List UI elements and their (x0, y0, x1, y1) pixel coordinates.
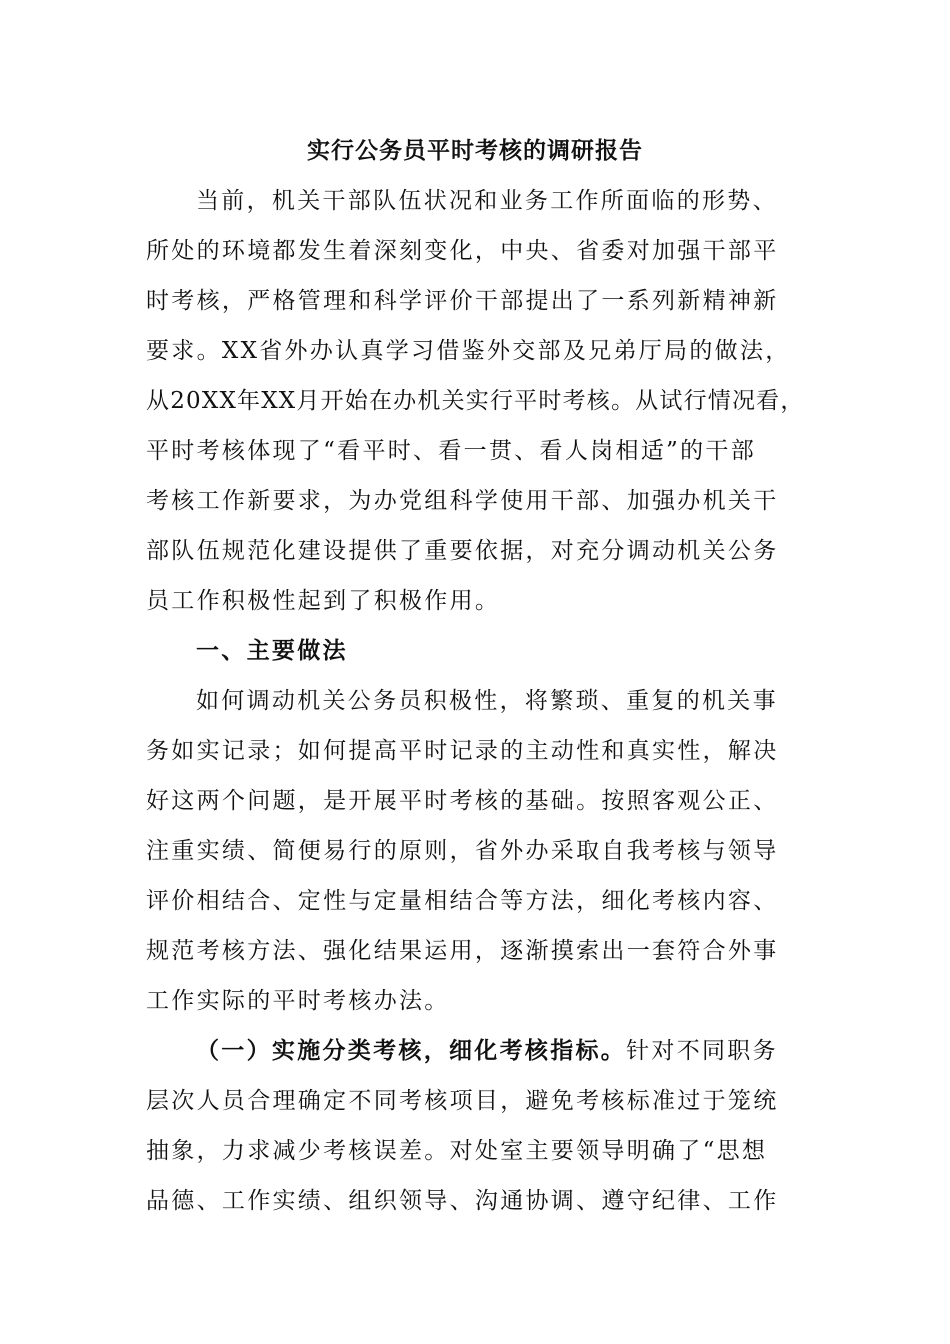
paragraph-line: 时考核，严格管理和科学评价干部提出了一系列新精神新 (146, 288, 779, 314)
paragraph-text: 针对不同职务 (626, 1038, 778, 1064)
paragraph-line: 品德、工作实绩、组织领导、沟通协调、遵守纪律、工作 (146, 1188, 779, 1214)
paragraph-line: 如何调动机关公务员积极性，将繁琐、重复的机关事 (196, 688, 778, 714)
paragraph-line: 部队伍规范化建设提供了重要依据，对充分调动机关公务 (146, 538, 779, 564)
paragraph-line: 员工作积极性起到了积极作用。 (146, 588, 501, 614)
section-heading: 一、主要做法 (196, 637, 348, 664)
paragraph-line: 考核工作新要求，为办党组科学使用干部、加强办机关干 (146, 488, 779, 514)
paragraph-line: 要求。XX省外办认真学习借鉴外交部及兄弟厅局的做法， (146, 338, 791, 364)
document-title: 实行公务员平时考核的调研报告 (307, 137, 643, 164)
paragraph-line: 工作实际的平时考核办法。 (146, 988, 450, 1014)
paragraph-line: 评价相结合、定性与定量相结合等方法，细化考核内容、 (146, 888, 779, 914)
paragraph-line: 规范考核方法、强化结果运用，逐渐摸索出一套符合外事 (146, 938, 779, 964)
paragraph-line: 层次人员合理确定不同考核项目，避免考核标准过于笼统 (146, 1088, 779, 1114)
paragraph-line: 注重实绩、简便易行的原则，省外办采取自我考核与领导 (146, 838, 779, 864)
paragraph-line: 务如实记录；如何提高平时记录的主动性和真实性，解决 (146, 738, 779, 764)
paragraph-line: 平时考核体现了“看平时、看一贯、看人岗相适”的干部 (146, 438, 757, 464)
paragraph-line: 所处的环境都发生着深刻变化，中央、省委对加强干部平 (146, 238, 779, 264)
paragraph-line: 从20XX年XX月开始在办机关实行平时考核。从试行情况看， (146, 388, 805, 414)
paragraph-line: 好这两个问题，是开展平时考核的基础。按照客观公正、 (146, 788, 779, 814)
subsection-heading: （一）实施分类考核，细化考核指标。 (196, 1037, 627, 1064)
paragraph-line: 当前，机关干部队伍状况和业务工作所面临的形势、 (196, 188, 778, 214)
paragraph-line: 抽象，力求减少考核误差。对处室主要领导明确了“思想 (146, 1138, 768, 1164)
subsection-first-line (196, 1034, 876, 1068)
